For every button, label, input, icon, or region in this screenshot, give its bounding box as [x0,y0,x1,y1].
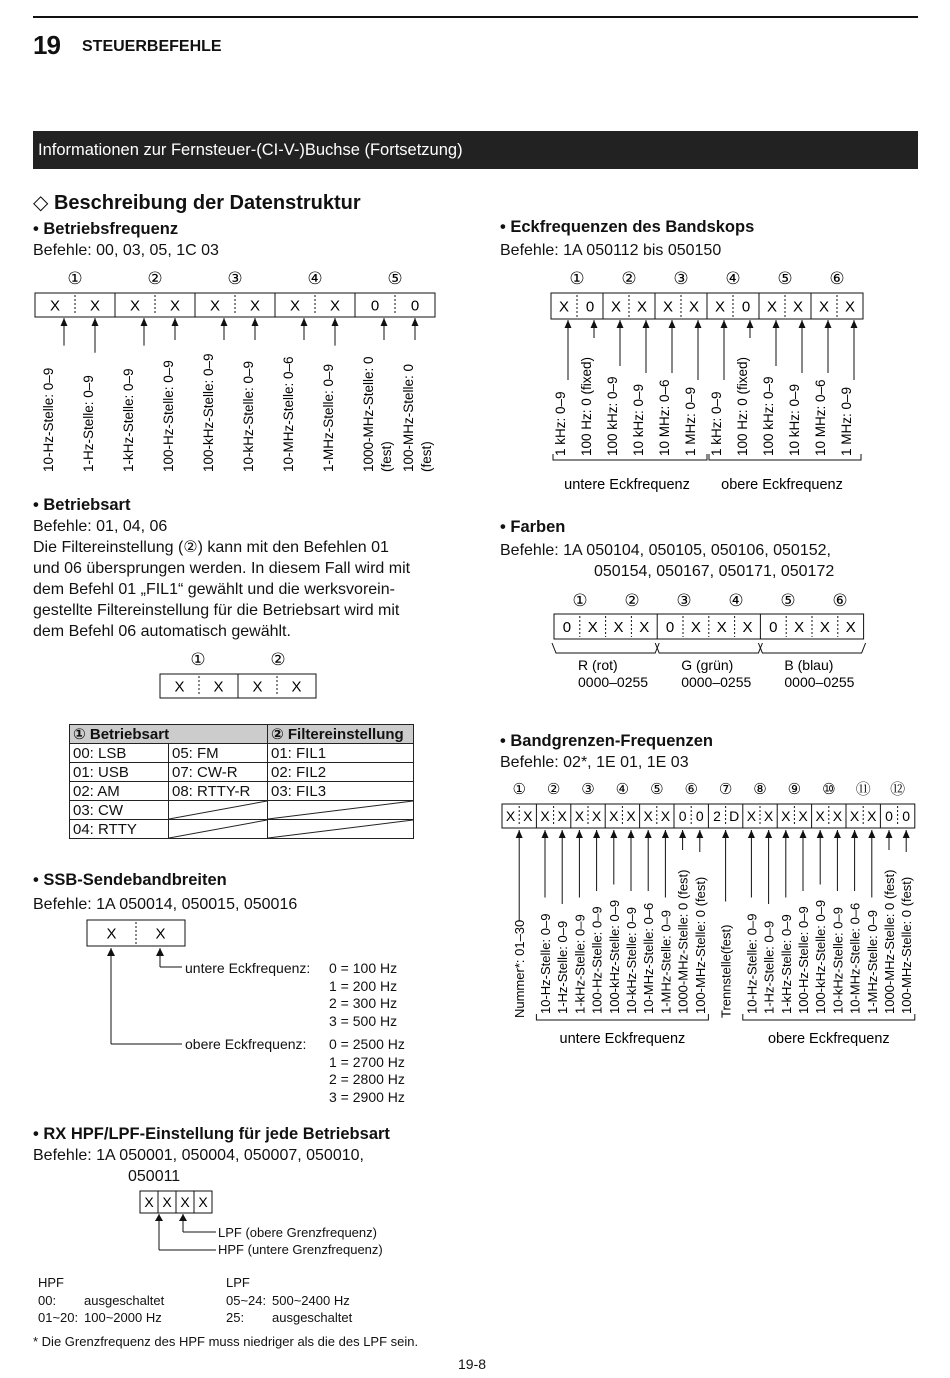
arrow-head [542,830,549,838]
digit-label: 10-Hz-Stelle: 0–9 [538,913,553,1014]
digit-cell: X [89,297,101,315]
digit-label: 10-MHz-Stelle: 0–6 [281,356,296,472]
circled-number: ③ [673,269,689,288]
digit-cell: X [639,618,650,636]
digit-cell: X [766,298,778,316]
digit-cell: X [609,808,619,825]
digit-label: (fest) [379,441,394,472]
circled-number: ② [624,591,640,610]
digit-label: 1-MHz-Stelle: 0–9 [658,909,674,1014]
digit-label: 1-kHz-Stelle: 0–9 [778,914,794,1014]
value-line: 0 = 100 Hz [329,960,398,976]
digit-label: 100-kHz-Stelle: 0–9 [201,353,216,472]
arrow-head [221,318,228,326]
arrow-head [172,318,179,326]
arrow-head [61,318,68,326]
digit-cell: X [660,808,671,825]
betriebsart-diagram [0,648,470,700]
legend-value: 100~2000 Hz [84,1310,162,1325]
digit-cell: 0 [562,618,572,636]
table-cell: 08: RTTY-R [169,782,268,801]
betriebsart-table [69,724,414,839]
bandgrenzen-diagram [470,772,950,1057]
arrow-head [662,830,669,838]
arrow-head [669,320,676,328]
arrow-head [747,320,754,328]
digit-cell: 0 [678,808,687,825]
arrow-head [825,320,832,328]
arrow-head [617,320,624,328]
digit-cell: X [591,808,602,825]
digit-cell: X [144,1194,154,1211]
digit-cell: X [714,298,726,316]
circled-number: ⑫ [890,781,906,798]
circled-number: ② [147,269,163,288]
betriebsfrequenz-diagram [0,260,470,485]
ssb-obere-values [329,1036,405,1106]
betriebsfrequenz-title: • Betriebsfrequenz [33,220,179,238]
section-banner: Informationen zur Fernsteuer-(CI-V-)Buchse (Fortsetzung) [33,131,918,169]
digit-label: Trennstelle(fest) [718,924,734,1018]
desc-line: dem Befehl 01 „FIL1“ gewählt und die werksvorein- [33,581,395,598]
arrow-head [721,320,728,328]
circled-number: ⑥ [684,781,698,798]
bandskop-befehle: Befehle: 1A 050112 bis 050150 [500,242,722,259]
circled-number: ⑤ [650,781,664,798]
table-head-betriebsart: ① Betriebsart [70,725,268,744]
digit-cell: D [729,808,740,825]
table-cell: 05: FM [169,744,268,763]
circled-number: ⑥ [832,591,848,610]
arrow-head [696,830,703,838]
digit-cell: X [792,298,804,316]
arrow-head [782,830,789,838]
digit-label: 1000-MHz-Stelle: 0 [361,356,376,472]
arrow-head [301,318,308,326]
circled-number: ④ [307,269,323,288]
digit-label: 100-Hz-Stelle: 0–9 [589,906,605,1014]
legend-value: ausgeschaltet [272,1310,353,1325]
legend-value: 500~2400 Hz [272,1292,350,1308]
digit-cell: X [643,808,653,825]
digit-label: 100-kHz-Stelle: 0–9 [606,899,622,1014]
desc-line: dem Befehl 06 automatisch gewählt. [33,623,291,640]
rx-befehle-2: 050011 [128,1168,181,1185]
digit-label: 1 kHz: 0–9 [709,391,724,456]
arrow-head [252,318,259,326]
digit-cell: X [289,297,301,315]
circled-number: ⑦ [718,781,733,798]
digit-cell: X [329,297,341,315]
top-rule [33,16,918,18]
empty-cell [268,801,414,820]
bracket-label: obere Eckfrequenz [767,1031,890,1047]
table-head-filter: ② Filtereinstellung [268,725,414,744]
arrow-head [591,320,598,328]
arrow-head [851,830,858,838]
arrow-head [645,830,652,838]
digit-label: 10 kHz: 0–9 [787,383,802,456]
table-row [70,744,414,763]
digit-label: 1 MHz: 0–9 [683,386,698,456]
digit-label: 100 kHz: 0–9 [761,376,776,456]
digit-label: 1 MHz: 0–9 [839,386,854,456]
digit-cell: X [844,298,856,316]
digit-label: 100-Hz-Stelle: 0–9 [796,906,811,1014]
digit-cell: X [558,298,570,316]
legend-value: ausgeschaltet [84,1292,165,1308]
desc-line: Die Filtereinstellung (②) kann mit den Befehlen 01 [33,539,389,556]
digit-label: 100 Hz: 0 (fixed) [579,356,594,456]
digit-cell: X [688,298,700,316]
digit-cell: X [213,678,224,696]
digit-label: 1000-MHz-Stelle: 0 (fest) [675,869,691,1014]
digit-cell: X [832,808,843,825]
digit-cell: 0 [585,298,595,316]
arrow-head [748,830,755,838]
digit-label: 1-MHz-Stelle: 0–9 [864,909,880,1014]
circled-number: ⑤ [780,591,796,610]
lpf-legend-title: LPF [226,1275,250,1290]
bandskop-diagram [470,260,950,500]
betriebsart-befehle: Befehle: 01, 04, 06 [33,518,168,535]
bracket-label: untere Eckfrequenz [559,1031,686,1047]
arrow-head [381,318,388,326]
digit-label: 100-kHz-Stelle: 0–9 [813,899,829,1014]
digit-cell: X [746,808,757,825]
empty-cell [169,801,268,820]
legend-code: 01~20: [38,1310,79,1325]
circled-number: ① [572,591,588,610]
footnote: * Die Grenzfrequenz des HPF muss niedriger als die des LPF sein. [33,1334,419,1349]
table-row [70,820,414,839]
arrow-head [593,830,600,838]
digit-cell: 0 [370,297,380,315]
digit-cell: X [867,808,877,825]
digit-cell: 0 [885,808,893,825]
arrow-head [800,830,807,838]
table-cell: 01: FIL1 [268,744,414,763]
digit-label: 1-Hz-Stelle: 0–9 [81,375,96,472]
digit-label: 100-MHz-Stelle: 0 [401,363,416,472]
digit-cell: X [662,298,674,316]
arrow-head [332,318,339,326]
digit-cell: X [209,297,221,315]
table-cell: 00: LSB [70,744,169,763]
digit-label: (fest) [419,441,434,472]
arrow-head [886,830,893,838]
betriebsart-description [33,537,410,642]
betriebsart-title: • Betriebsart [33,496,131,514]
digit-cell: X [763,808,774,825]
table-row [70,801,414,820]
digit-cell: X [819,618,830,636]
circled-number: ⑥ [829,269,845,288]
rx-befehle-1: Befehle: 1A 050001, 050004, 050007, 050010, [33,1147,364,1164]
legend-code: 00: [38,1292,57,1308]
value-line: 2 = 2800 Hz [329,1071,405,1087]
circled-number: ① [512,781,526,798]
group-label: R (rot) [578,657,618,673]
circled-number: ① [67,269,83,288]
digit-cell: X [129,297,141,315]
arrow-head [412,318,419,326]
digit-cell: 2 [713,808,721,825]
circled-number: ① [569,269,585,288]
arrow-head [565,320,572,328]
circled-number: ③ [676,591,692,610]
circled-number: ⑤ [387,269,403,288]
value-line: 1 = 2700 Hz [329,1053,405,1070]
farben-befehle-1: Befehle: 1A 050104, 050105, 050106, 050152, [500,542,831,559]
arrow-head [628,830,635,838]
digit-cell: X [106,925,117,943]
desc-line: gestellte Filtereinstellung für die Betriebsart wird mit [33,602,400,619]
bandskop-title: • Eckfrequenzen des Bandskops [500,218,755,236]
farben-diagram [470,582,950,692]
digit-cell: X [794,618,805,636]
bracket-label: untere Eckfrequenz [564,477,690,493]
digit-label: 100 Hz: 0 (fixed) [735,356,750,456]
digit-cell: X [613,618,624,636]
digit-cell: 0 [902,808,911,825]
bandgrenzen-befehle: Befehle: 02*, 1E 01, 1E 03 [500,754,689,771]
digit-label: 10 MHz: 0–6 [657,379,672,456]
digit-cell: X [174,678,185,696]
digit-cell: X [610,298,622,316]
arrow-head [799,320,806,328]
digit-label: 10-Hz-Stelle: 0–9 [744,913,760,1014]
digit-cell: X [49,297,61,315]
circled-number: ② [621,269,637,288]
ssb-obere-label: obere Eckfrequenz: [185,1036,307,1052]
circled-number: ⑩ [822,781,836,798]
digit-cell: X [505,808,516,825]
digit-cell: X [198,1194,208,1211]
digit-label: 10-kHz-Stelle: 0–9 [624,907,639,1014]
digit-cell: X [798,808,808,825]
digit-cell: 0 [665,618,675,636]
table-cell: 07: CW-R [169,763,268,782]
digit-cell: X [574,808,585,825]
digit-label: 1-MHz-Stelle: 0–9 [321,363,336,472]
digit-cell: X [626,808,636,825]
circled-number: ④ [728,591,744,610]
arrow-head [695,320,702,328]
digit-label: Nummer*: 01–30 [512,919,528,1018]
rx-title: • RX HPF/LPF-Einstellung für jede Betriebsart [33,1125,390,1143]
digit-label: 1-kHz-Stelle: 0–9 [121,368,136,472]
chapter-number: 19 [33,30,60,60]
digit-cell: X [252,678,263,696]
arrow-head [903,830,910,838]
arrow-head [576,830,583,838]
circled-number: ③ [581,781,595,798]
table-row [70,782,414,801]
arrow-head [722,830,729,838]
circled-number: ⑨ [787,781,802,798]
arrow-head [92,318,99,326]
digit-cell: X [716,618,727,636]
digit-label: 10-kHz-Stelle: 0–9 [241,360,256,472]
lpf-label: LPF (obere Grenzfrequenz) [218,1225,377,1240]
arrow-head [834,830,841,838]
digit-label: 100-MHz-Stelle: 0 (fest) [692,876,708,1014]
chapter-title: STEUERBEFEHLE [82,38,222,55]
lpf-legend [226,1274,352,1327]
digit-cell: X [742,618,753,636]
digit-cell: X [169,297,181,315]
digit-label: 1-kHz-Stelle: 0–9 [572,914,588,1014]
ssb-title: • SSB-Sendebandbreiten [33,871,227,889]
digit-cell: X [845,618,856,636]
bracket-label: obere Eckfrequenz [721,477,843,493]
digit-label: 10 kHz: 0–9 [631,383,646,456]
digit-cell: X [587,618,598,636]
bracket [655,643,762,653]
digit-cell: 0 [695,808,704,825]
digit-cell: X [523,808,533,825]
circled-number: ② [270,650,286,669]
circled-number: ② [546,781,561,798]
digit-cell: X [818,298,830,316]
section-title: ◇ Beschreibung der Datenstruktur [33,192,361,214]
arrow-head [141,318,148,326]
circled-number: ⑪ [855,781,871,798]
digit-cell: 0 [741,298,751,316]
digit-label: 100 kHz: 0–9 [605,376,620,456]
betriebsfrequenz-befehle: Befehle: 00, 03, 05, 1C 03 [33,242,219,259]
value-line: 3 = 500 Hz [329,1012,398,1029]
arrow-head [817,830,824,838]
circled-number: ④ [615,781,630,798]
value-line: 3 = 2900 Hz [329,1088,405,1105]
circled-number: ⑤ [777,269,793,288]
table-cell: 03: CW [70,801,169,820]
digit-label: 10-kHz-Stelle: 0–9 [830,907,846,1014]
bracket [552,643,659,653]
digit-cell: 0 [769,618,778,636]
value-line: 0 = 2500 Hz [329,1036,405,1052]
hpf-label: HPF (untere Grenzfrequenz) [218,1242,383,1257]
digit-cell: X [690,618,701,636]
arrow-head [516,830,523,838]
digit-cell: X [557,808,567,825]
arrow-head [851,320,858,328]
digit-label: 1000-MHz-Stelle: 0 (fest) [882,869,897,1014]
table-cell: 03: FIL3 [268,782,414,801]
hpf-legend-title: HPF [38,1275,64,1290]
digit-cell: X [540,808,550,825]
digit-cell: X [815,808,825,825]
empty-cell [169,820,268,839]
bracket [758,643,865,653]
digit-label: 10-MHz-Stelle: 0–6 [847,902,863,1014]
arrow-head [610,830,617,838]
arrow-head [773,320,780,328]
digit-label: 100-Hz-Stelle: 0–9 [161,360,176,472]
circled-number: ③ [227,269,243,288]
group-range: 0000–0255 [784,674,855,690]
table-cell: 02: AM [70,782,169,801]
arrow-head [643,320,650,328]
ssb-untere-values [329,960,397,1030]
digit-cell: X [291,678,302,696]
table-row [70,763,414,782]
empty-cell [268,820,414,839]
circled-number: ⑧ [753,781,767,798]
digit-cell: X [155,925,166,943]
arrow-head [559,830,566,838]
circled-number: ④ [725,269,741,288]
hpf-legend [38,1274,164,1327]
digit-cell: 0 [410,297,420,315]
digit-cell: X [249,297,261,315]
digit-cell: X [849,808,860,825]
value-line: 2 = 300 Hz [329,995,398,1011]
group-range: 0000–0255 [578,674,649,690]
group-label: G (grün) [681,657,734,673]
group-range: 0000–0255 [681,674,752,690]
farben-title: • Farben [500,518,566,536]
digit-cell: X [180,1194,190,1211]
page-number: 19-8 [458,1356,487,1372]
arrow-head [679,830,686,838]
arrow-head [765,830,772,838]
ssb-befehle: Befehle: 1A 050014, 050015, 050016 [33,896,298,913]
digit-cell: X [636,298,648,316]
digit-label: 10 MHz: 0–6 [813,379,828,456]
digit-label: 100-MHz-Stelle: 0 (fest) [899,876,915,1014]
ssb-untere-label: untere Eckfrequenz: [185,960,311,976]
table-cell: 01: USB [70,763,169,782]
arrow-head [868,830,875,838]
circled-number: ① [190,650,206,669]
digit-label: 10-Hz-Stelle: 0–9 [41,367,56,472]
desc-line: und 06 übersprungen werden. In diesem Fall wird mit [33,560,411,577]
digit-label: 1 kHz: 0–9 [553,391,568,456]
table-cell: 02: FIL2 [268,763,414,782]
group-label: B (blau) [784,657,834,673]
value-line: 1 = 200 Hz [329,977,398,994]
legend-code: 05~24: [226,1292,267,1308]
bandgrenzen-title: • Bandgrenzen-Frequenzen [500,732,713,750]
digit-label: 10-MHz-Stelle: 0–6 [641,902,657,1014]
farben-befehle-2: 050154, 050167, 050171, 050172 [594,563,835,580]
legend-code: 25: [226,1310,245,1325]
digit-cell: X [162,1194,172,1211]
table-cell: 04: RTTY [70,820,169,839]
digit-label: 1-Hz-Stelle: 0–9 [761,920,777,1014]
digit-label: 1-Hz-Stelle: 0–9 [555,920,571,1014]
digit-cell: X [781,808,791,825]
